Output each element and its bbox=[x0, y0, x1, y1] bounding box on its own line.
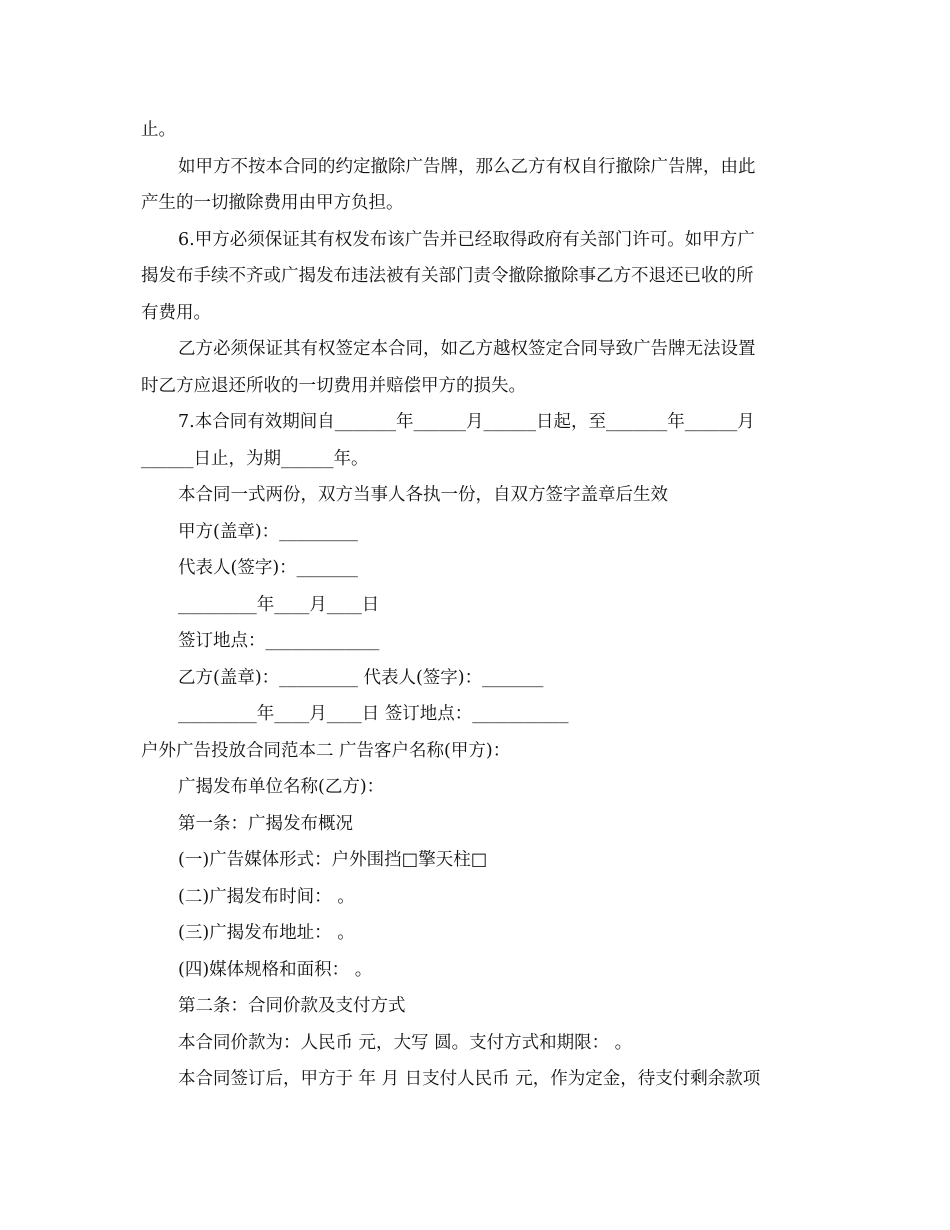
section-title: 户外广告投放合同范本二 广告客户名称(甲方)： bbox=[141, 741, 511, 761]
text-line: (四)媒体规格和面积： 。 bbox=[178, 960, 373, 980]
text-line: 揭发布手续不齐或广揭发布违法被有关部门责令撤除撤除事乙方不退还已收的所 bbox=[141, 266, 754, 286]
text-line: 第一条：广揭发布概况 bbox=[178, 814, 353, 834]
text-line: _________年____月____日 bbox=[178, 595, 380, 615]
text-line: 6.甲方必须保证其有权发布该广告并已经取得政府有关部门许可。如甲方广 bbox=[178, 230, 755, 250]
text-line: ______日止，为期______年。 bbox=[141, 449, 369, 469]
text-line: (三)广揭发布地址： 。 bbox=[178, 923, 355, 943]
text-line: 本合同价款为：人民币 元，大写 圆。支付方式和期限： 。 bbox=[178, 1033, 633, 1053]
text-line: 如甲方不按本合同的约定撤除广告牌，那么乙方有权自行撤除广告牌，由此 bbox=[178, 157, 756, 177]
text-line: 签订地点：_____________ bbox=[178, 631, 380, 651]
text-line: 广揭发布单位名称(乙方)： bbox=[178, 777, 385, 797]
text-line: 止。 bbox=[141, 120, 176, 140]
text-line: 乙方(盖章)：_________ 代表人(签字)：_______ bbox=[178, 668, 544, 688]
text-line: 代表人(签字)：_______ bbox=[178, 558, 358, 578]
text-line: 产生的一切撤除费用由甲方负担。 bbox=[141, 193, 404, 213]
text-line: 第二条：合同价款及支付方式 bbox=[178, 996, 406, 1016]
text-line: 时乙方应退还所收的一切费用并赔偿甲方的损失。 bbox=[141, 376, 526, 396]
text-line: _________年____月____日 签订地点：___________ bbox=[178, 704, 569, 724]
text-line: 本合同一式两份，双方当事人各执一份，自双方签字盖章后生效 bbox=[178, 485, 668, 505]
text-line: 甲方(盖章)：_________ bbox=[178, 522, 358, 542]
text-line: 7.本合同有效期间自_______年______月______日起，至_______年______月 bbox=[178, 412, 755, 432]
text-line: 有费用。 bbox=[141, 303, 211, 323]
text-line: 乙方必须保证其有权签定本合同，如乙方越权签定合同导致广告牌无法设置 bbox=[178, 339, 756, 359]
text-line: (一)广告媒体形式：户外围挡□擎天柱□ bbox=[178, 850, 488, 870]
text-line: 本合同签订后，甲方于 年 月 日支付人民币 元，作为定金，待支付剩余款项 bbox=[178, 1069, 761, 1089]
text-line: (二)广揭发布时间： 。 bbox=[178, 887, 355, 907]
